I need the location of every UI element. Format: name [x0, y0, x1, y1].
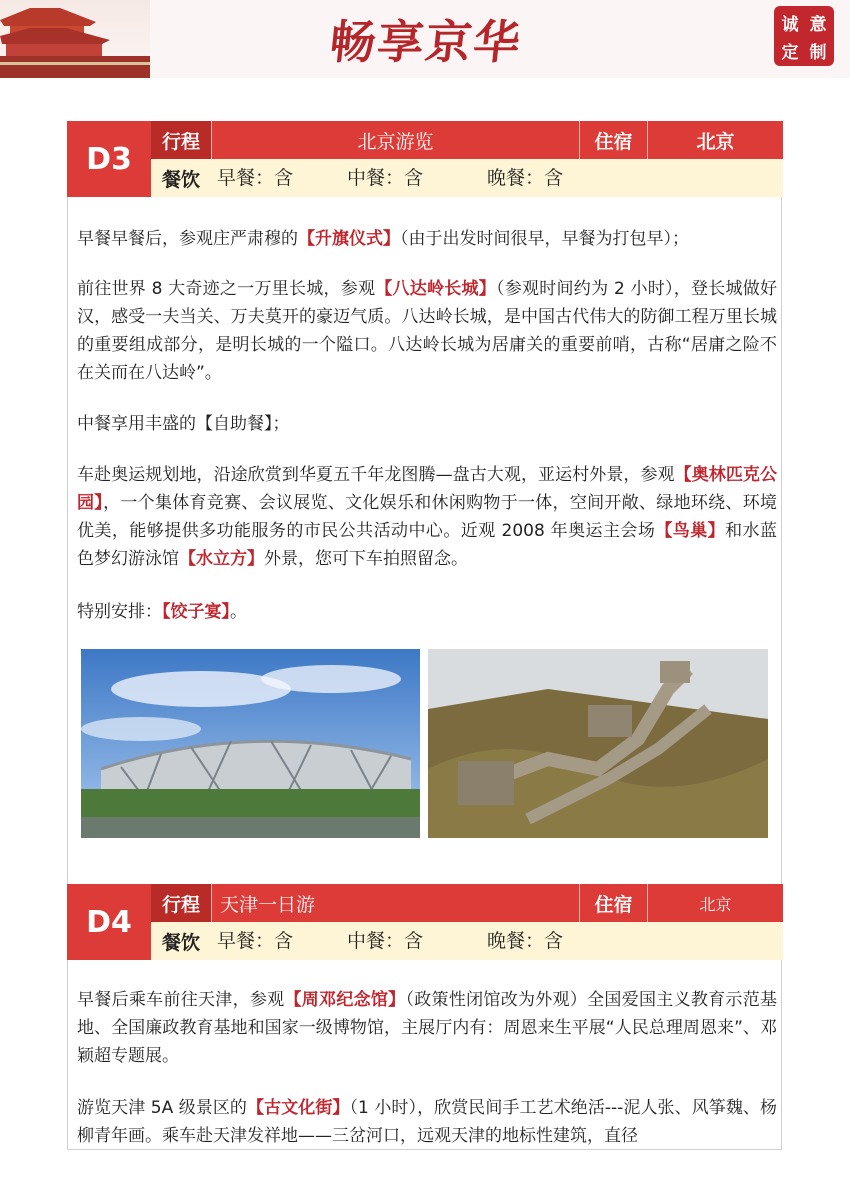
highlight: 【鸟巢】 [655, 521, 726, 541]
itinerary-paragraph: 前往世界 8 大奇迹之一万里长城，参观【八达岭长城】（参观时间约为 2 小时），登长城做好汉，感受一夫当关、万夫莫开的豪迈气质。八达岭长城，是中国古代伟大的防御工程万里长城的重要组成部分，是明长城的一个隘口。八达岭长城为居庸关的重要前哨，古称“居庸之险不在关而在八达岭”。 [77, 279, 778, 383]
itinerary-paragraph: 早餐早餐后，参观庄严肃穆的【升旗仪式】（由于出发时间很早，早餐为打包早）； [77, 229, 689, 249]
itinerary-paragraph: 特别安排：【饺子宴】。 [77, 602, 247, 622]
itinerary-paragraph: 早餐后乘车前往天津，参观【周邓纪念馆】（政策性闭馆改为外观）全国爱国主义教育示范基地、全国廉政教育基地和国家一级博物馆，主展厅内有：周恩来生平展“人民总理周恩来”、邓颖超专题展。 [77, 990, 778, 1066]
itinerary-paragraph: 车赴奥运规划地，沿途欣赏到华夏五千年龙图腾—盘古大观，亚运村外景，参观【奥林匹克公园】，一个集体育竞赛、会议展览、文化娱乐和休闲购物于一体，空间开敞、绿地环绕、环境优美，能够提供多功能服务的市民公共活动中心。近观 2008 年奥运主会场【鸟巢】和水蓝色梦幻游泳馆【水立方】外景，您可下车拍照留念。 [77, 465, 778, 569]
meal-lunch: 中餐：含 [347, 930, 424, 952]
day-header [67, 884, 783, 960]
great-wall-photo [428, 649, 768, 838]
brand-title: 畅享京华 [326, 15, 525, 69]
stay-label: 住宿 [579, 121, 647, 159]
stamp-char: 诚 [781, 14, 799, 35]
highlight: 【古文化街】 [247, 1098, 350, 1118]
itinerary-value: 北京游览 [211, 121, 579, 159]
meals-label: 餐饮 [151, 159, 211, 197]
highlight: 【水立方】 [179, 549, 264, 569]
seal-stamp [774, 6, 834, 66]
meals-row [151, 922, 783, 960]
page-header [0, 0, 850, 78]
itinerary-label: 行程 [151, 884, 211, 922]
meal-breakfast: 早餐：含 [217, 167, 294, 189]
meals-label: 餐饮 [151, 922, 211, 960]
highlight: 【奥林匹克公园】 [77, 465, 777, 513]
itinerary-paragraph: 游览天津 5A 级景区的【古文化街】（1 小时），欣赏民间手工艺术绝活---泥人张、风筝魏、杨柳青年画。乘车赴天津发祥地——三岔河口，远观天津的地标性建筑，直径 [77, 1098, 777, 1146]
meal-dinner: 晚餐：含 [487, 930, 564, 952]
highlight: 【升旗仪式】 [298, 229, 400, 249]
birds-nest-photo [81, 649, 420, 838]
itinerary-row [151, 121, 783, 159]
stamp-char: 定 [781, 42, 799, 63]
palace-illustration [0, 0, 150, 78]
stay-value: 北京 [647, 121, 783, 159]
stay-label: 住宿 [579, 884, 647, 922]
itinerary-paragraph: 中餐享用丰盛的【自助餐】； [77, 414, 290, 434]
meals-row [151, 159, 783, 197]
meal-breakfast: 早餐：含 [217, 930, 294, 952]
meal-lunch: 中餐：含 [347, 167, 424, 189]
highlight: 【饺子宴】 [162, 602, 230, 622]
itinerary-value: 天津一日游 [211, 884, 579, 922]
highlight: 【周邓纪念馆】 [284, 990, 406, 1010]
meal-dinner: 晚餐：含 [487, 167, 564, 189]
stamp-char: 意 [809, 14, 827, 35]
itinerary-row [151, 884, 783, 922]
day-badge: D3 [67, 121, 151, 197]
highlight: 【八达岭长城】 [375, 279, 497, 299]
day-badge: D4 [67, 884, 151, 960]
day-header [67, 121, 783, 197]
itinerary-label: 行程 [151, 121, 211, 159]
stamp-char: 制 [809, 42, 827, 63]
stay-value: 北京 [647, 884, 783, 922]
